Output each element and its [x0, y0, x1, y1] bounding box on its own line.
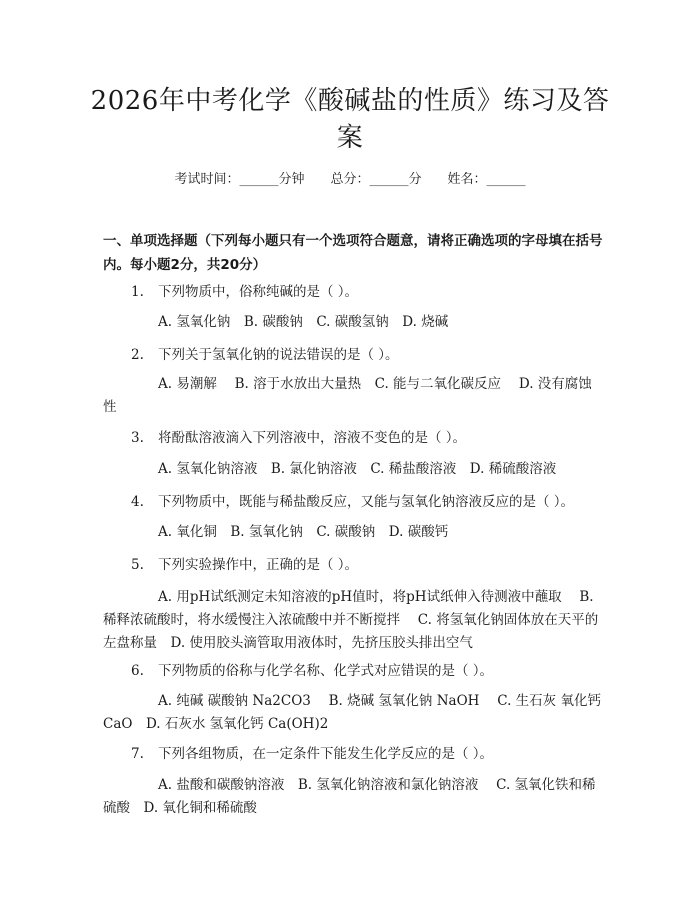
question-2-stem	[131, 345, 611, 365]
question-text: 下列关于氢氧化钠的说法错误的是（ ）。	[158, 347, 399, 363]
question-text: 下列物质中，俗称纯碱的是（ ）。	[158, 284, 359, 300]
question-2-options: A. 易潮解 B. 溶于水放出大量热 C. 能与二氧化碳反应 D. 没有腐蚀性	[103, 376, 592, 415]
question-text: 下列物质的俗称与化学名称、化学式对应错误的是（ ）。	[158, 663, 494, 679]
question-text: 下列各组物质，在一定条件下能发生化学反应的是（ ）。	[158, 746, 494, 762]
question-number: 5.	[131, 557, 144, 573]
question-text: 下列实验操作中，正确的是（ ）。	[158, 557, 359, 573]
exam-info-line: 考试时间：______分钟 总分：______分 姓名：______	[174, 172, 526, 187]
section-heading: 一、单项选择题（下列每小题只有一个选项符合题意，请将正确选项的字母填在括号内。每小题2分，共20分）	[103, 233, 603, 273]
question-4-stem	[131, 492, 611, 512]
question-3-stem	[131, 428, 611, 448]
question-1-options: A. 氢氧化钠 B. 碳酸钠 C. 碳酸氢钠 D. 烧碱	[158, 314, 449, 330]
question-4-options: A. 氧化铜 B. 氢氧化钠 C. 碳酸钠 D. 碳酸钙	[158, 524, 449, 540]
question-number: 1.	[131, 284, 144, 300]
question-number: 4.	[131, 494, 144, 510]
question-5-stem	[131, 555, 611, 575]
question-text: 下列物质中，既能与稀盐酸反应，又能与氢氧化钠溶液反应的是（ ）。	[158, 494, 575, 510]
question-number: 2.	[131, 347, 144, 363]
question-6-stem	[131, 661, 611, 681]
question-number: 3.	[131, 430, 144, 446]
question-number: 6.	[131, 663, 144, 679]
question-7-options: A. 盐酸和碳酸钠溶液 B. 氢氧化钠溶液和氯化钠溶液 C. 氢氧化铁和稀硫酸 D. 氧化铜和稀硫酸	[103, 777, 596, 816]
question-text: 将酚酞溶液滴入下列溶液中，溶液不变色的是（ ）。	[158, 430, 467, 446]
question-number: 7.	[131, 746, 144, 762]
question-7-stem	[131, 744, 611, 764]
question-3-options: A. 氢氧化钠溶液 B. 氯化钠溶液 C. 稀盐酸溶液 D. 稀硫酸溶液	[158, 461, 557, 477]
question-6-options: A. 纯碱 碳酸钠 Na2CO3 B. 烧碱 氢氧化钠 NaOH C. 生石灰 氧化钙 CaO D. 石灰水 氢氧化钙 Ca(OH)2	[103, 693, 601, 732]
question-1-stem	[131, 282, 611, 302]
page-title: 2026年中考化学《酸碱盐的性质》练习及答案	[90, 86, 610, 153]
question-5-options: A. 用pH试纸测定未知溶液的pH值时，将pH试纸伸入待测液中蘸取 B. 稀释浓硫酸时，将水缓慢注入浓硫酸中并不断搅拌 C. 将氢氧化钠固体放在天平的左盘称量 D. 使用胶头滴管取用液体时，先挤压胶头排出空气	[103, 589, 599, 651]
